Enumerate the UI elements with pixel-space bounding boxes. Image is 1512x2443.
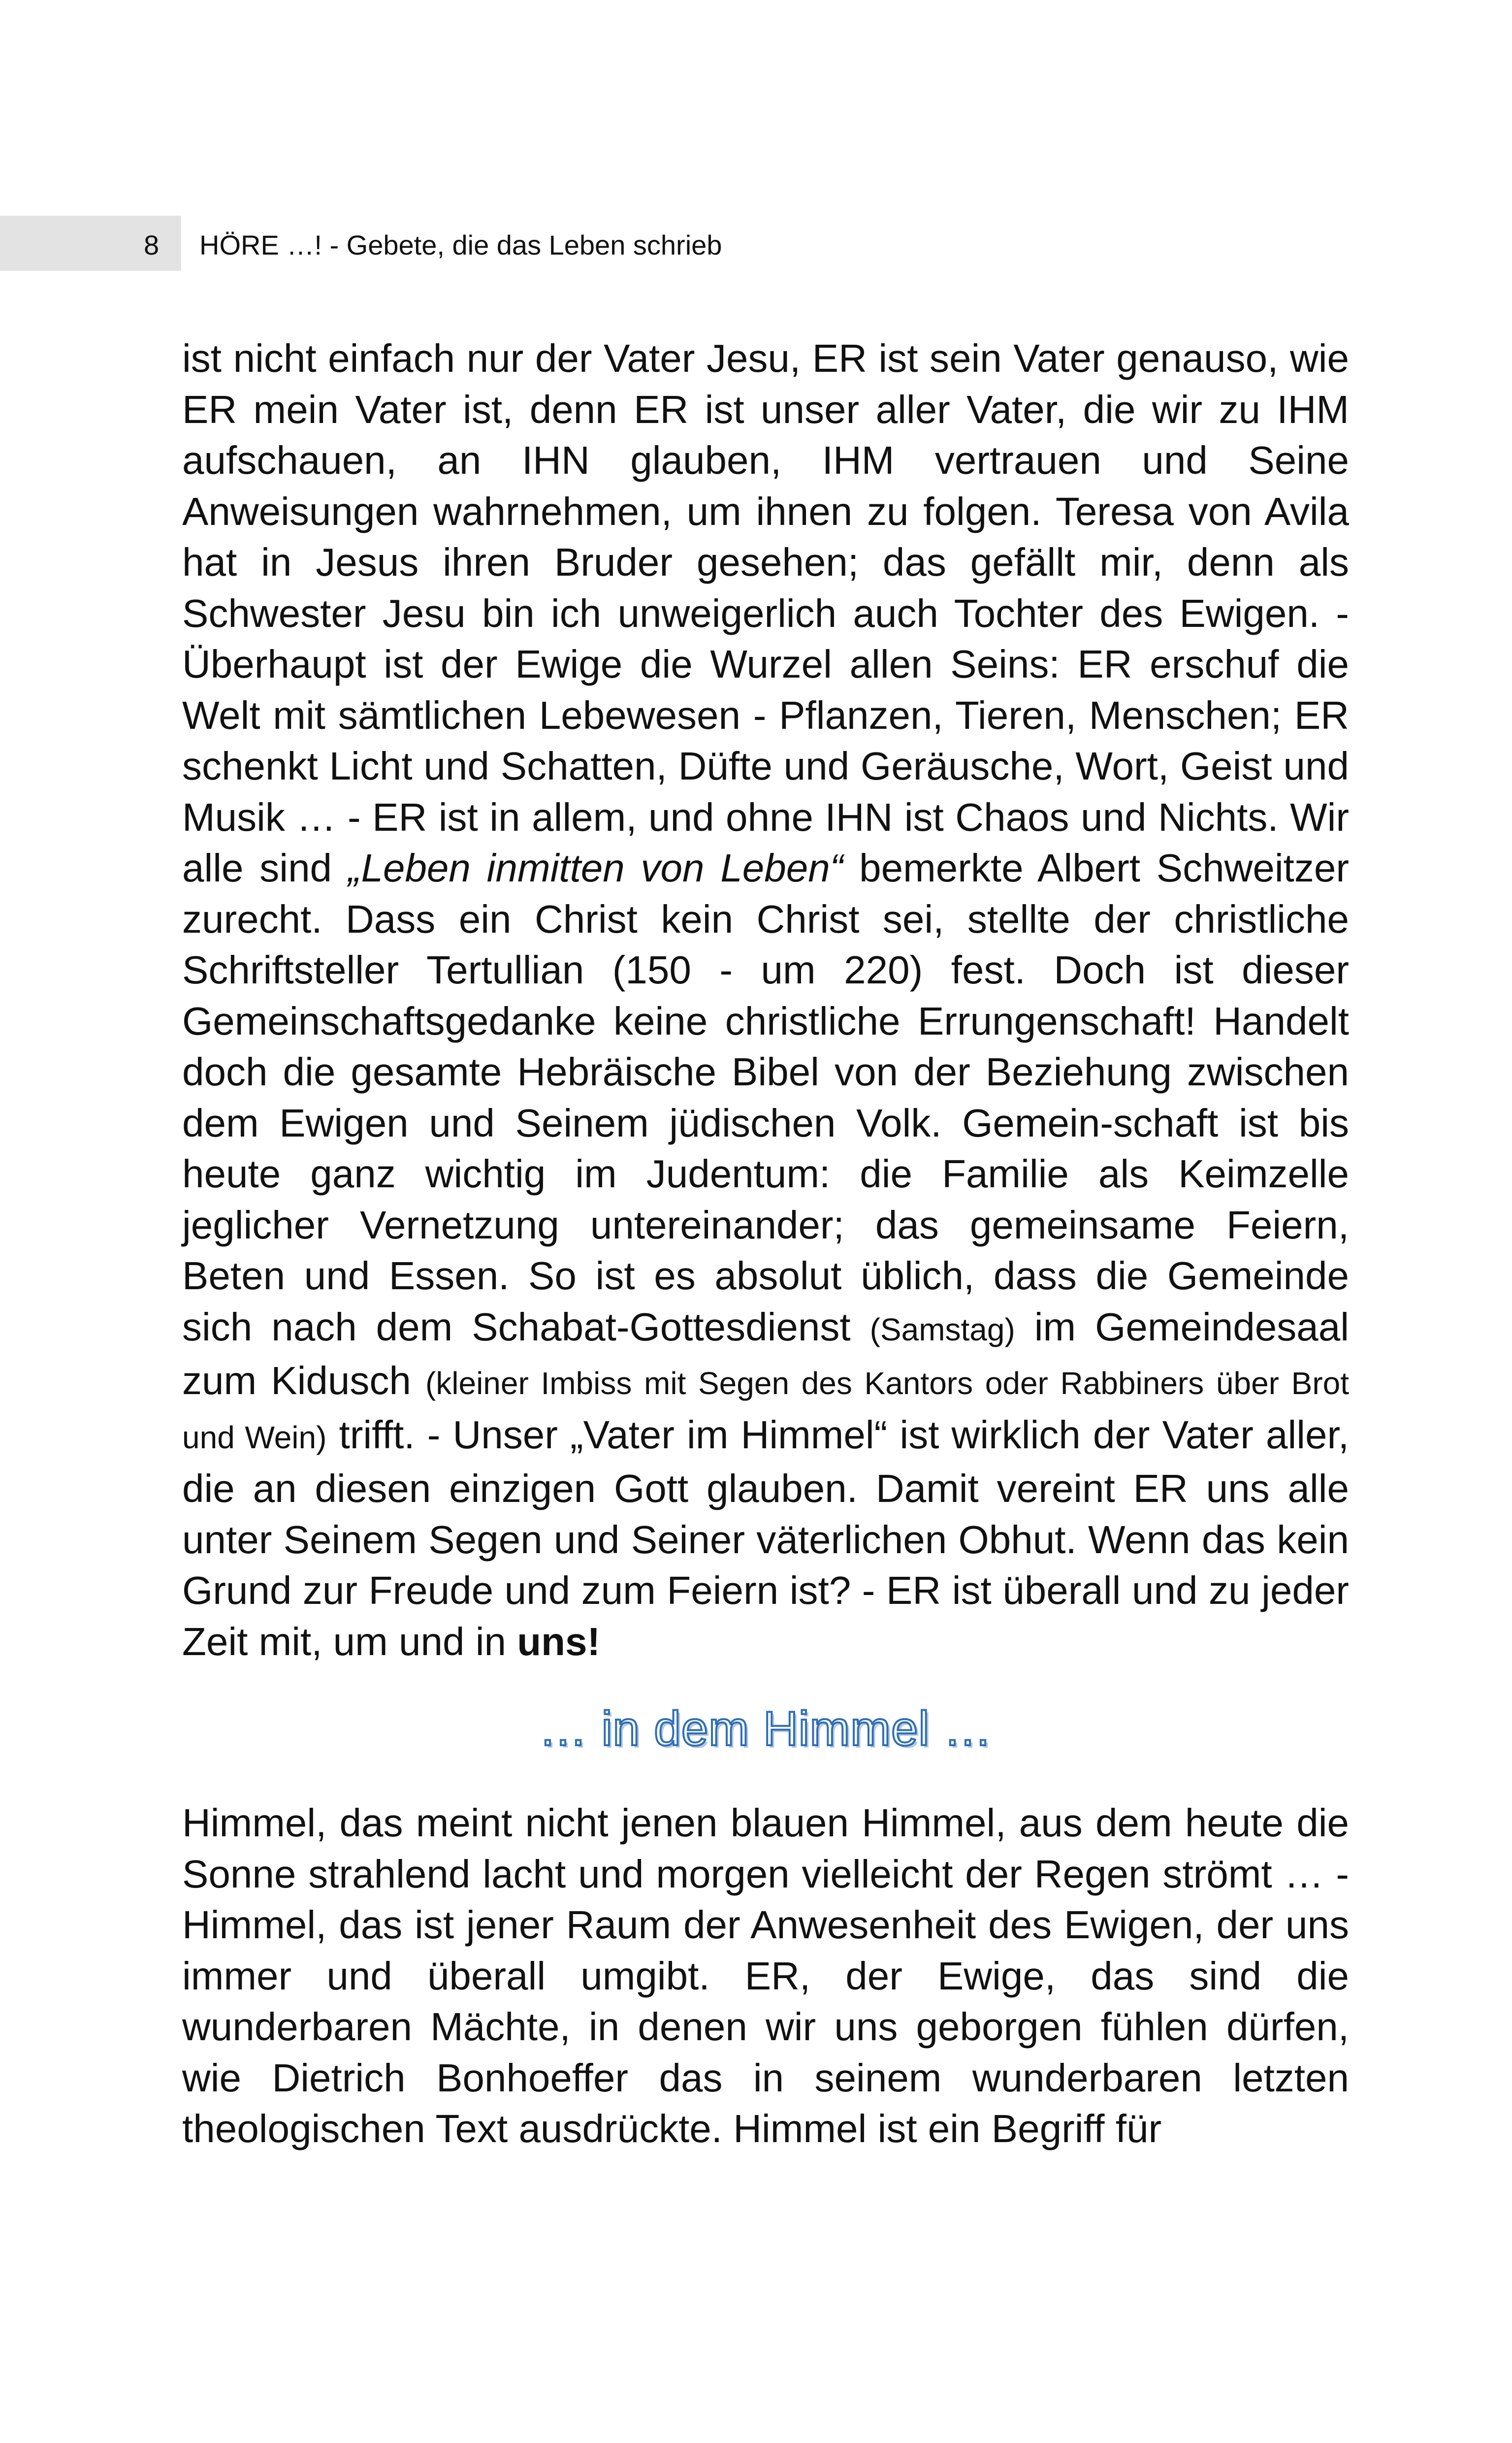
- emphasis-uns: uns!: [517, 1619, 601, 1663]
- page-number: 8: [144, 229, 160, 261]
- body-paragraph-2: Himmel, das meint nicht jenen blauen Himmel, aus dem heute die Sonne strahlend lacht und morgen vielleicht der Regen strömt … - Himmel, das ist jener Raum der Anwesenheit des Ewigen, der uns immer und überall umgibt. ER, der Ewige, das sind die wunderbaren Mächte, in denen wir uns geborgen fühlen dürfen, wie Dietrich Bonhoeffer das in seinem wunderbaren letzten theologischen Text ausdrückte. Himmel ist ein Begriff für: [182, 1801, 1349, 2150]
- note-kidusch: (kleiner Imbiss mit Segen des Kantors oder Rabbiners über Brot und Wein): [182, 1366, 1350, 1455]
- note-samstag: (Samstag): [869, 1311, 1015, 1347]
- text-run: bemerkte Albert Schweitzer zurecht. Dass ein Christ kein Christ sei, stellte der christliche Schriftsteller Tertullian (150 - um 220) fest. Doch ist dieser Gemeinschaftsgedanke keine christliche Errungenschaft! Handelt doch die gesamte Hebräische Bibel von der Beziehung zwischen dem Ewigen und Seinem jüdischen Volk. Gemein-schaft ist bis heute ganz wichtig im Judentum: die Familie als Keimzelle jeglicher Vernetzung untereinander; das gemeinsame Feiern, Beten und Essen. So ist es absolut üblich, dass die Gemeinde sich nach dem Schabat-Gottesdienst: [182, 846, 1349, 1349]
- body-paragraph-1: [182, 333, 1349, 1667]
- text-run: im Gemeindesaal zum Kidusch: [182, 1304, 1349, 1402]
- text-run: trifft. - Unser „Vater im Himmel“ ist wirklich der Vater aller, die an diesen einzigen Gott glauben. Damit vereint ER uns alle unter Seinem Segen und Seiner väterlichen Obhut. Wenn das kein Grund zur Freude und zum Feiern ist? - ER ist überall und zu jeder Zeit mit, um und in: [182, 1412, 1349, 1663]
- section-heading: … in dem Himmel …: [539, 1701, 993, 1756]
- running-title: HÖRE …! - Gebete, die das Leben schrieb: [199, 229, 722, 261]
- schweitzer-quote: „Leben inmitten von Leben“: [348, 846, 843, 890]
- text-run: ist nicht einfach nur der Vater Jesu, ER ist sein Vater genauso, wie ER mein Vater ist, denn ER ist unser aller Vater, die wir zu IHM aufschauen, an IHN glauben, IHM vertrauen und Seine Anweisungen wahrnehmen, um ihnen zu folgen. Teresa von Avila hat in Jesus ihren Bruder gesehen; das gefällt mir, denn als Schwester Jesu bin ich unweigerlich auch Tochter des Ewigen. - Überhaupt ist der Ewige die Wurzel allen Seins: ER erschuf die Welt mit sämtlichen Lebewesen - Pflanzen, Tieren, Menschen; ER schenkt Licht und Schatten, Düfte und Geräusche, Wort, Geist und Musik … - ER ist in allem, und ohne IHN ist Chaos und Nichts. Wir alle sind: [182, 336, 1349, 890]
